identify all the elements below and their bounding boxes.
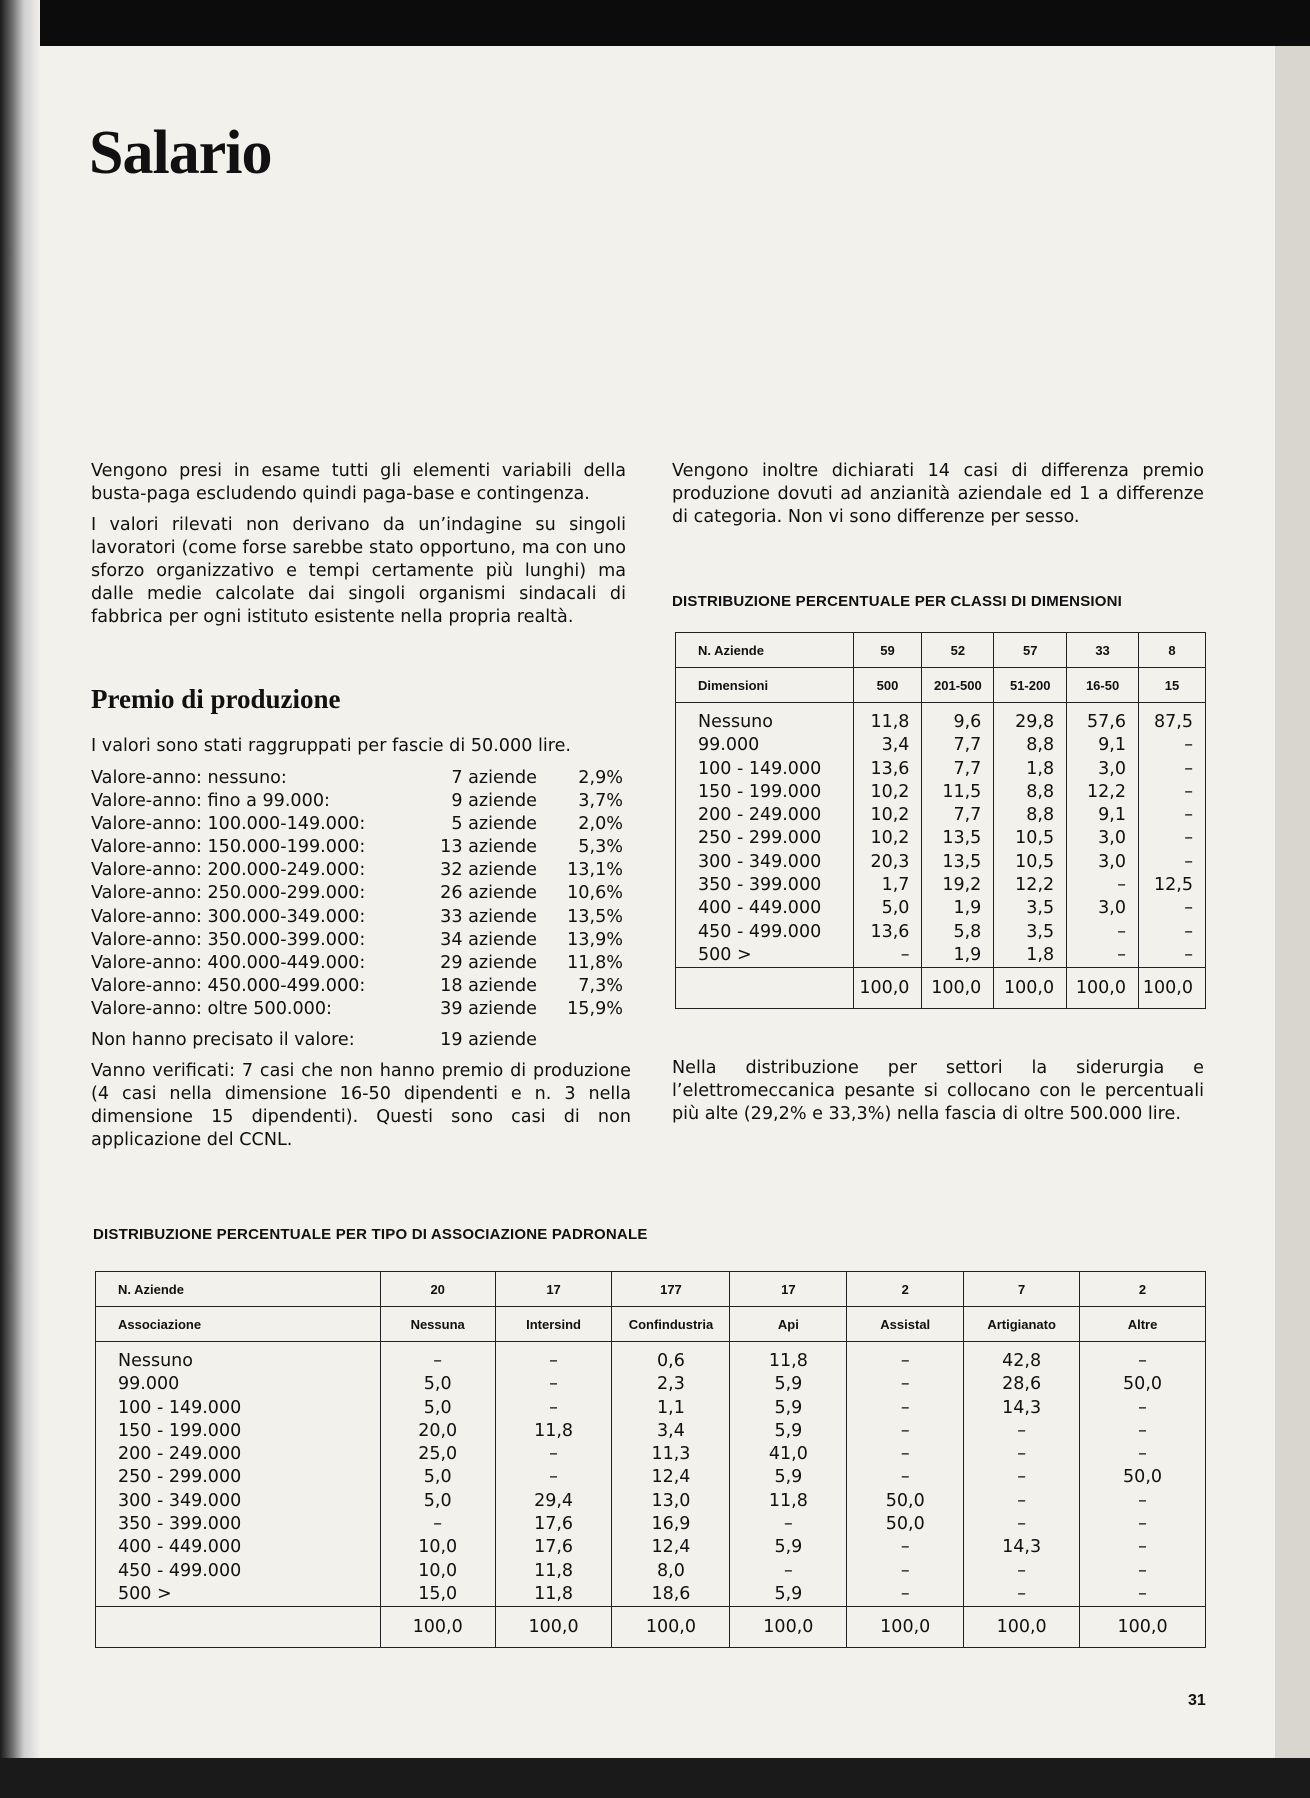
- percentage-value: 7,7: [953, 805, 982, 826]
- percentage-value: 1,8: [1026, 758, 1055, 779]
- percentage-value: 15,0: [418, 1583, 458, 1604]
- class-label: 200 - 249.000: [698, 805, 822, 826]
- dim-data-column: [922, 703, 994, 968]
- premio-value-row: [91, 859, 631, 882]
- aziende-count: 7 aziende: [451, 768, 537, 788]
- total-value: 100,0: [1080, 1607, 1206, 1648]
- percentage-value: –: [1138, 1420, 1147, 1441]
- percentage-value: 50,0: [885, 1490, 925, 1511]
- class-label-column: [676, 703, 854, 968]
- percentage-value: 9,6: [953, 712, 982, 732]
- header-label: Dimensioni: [676, 668, 854, 703]
- premio-value-list: [91, 767, 631, 1021]
- assoc-header-cell: Confindustria: [612, 1307, 730, 1342]
- table-header-row: [676, 668, 1206, 703]
- percentage-value: 20,3: [870, 851, 910, 872]
- dim-header-cell: 33: [1067, 633, 1139, 668]
- percentage-value: 50,0: [1123, 1374, 1163, 1395]
- premio-not-specified: [91, 1029, 631, 1052]
- value-range-label: Valore-anno: 250.000-299.000:: [91, 883, 366, 904]
- percentage-value: –: [1138, 1351, 1147, 1371]
- value-range-label: Valore-anno: nessuno:: [91, 768, 287, 788]
- intro-paragraph: Vengono presi in esame tutti gli elementi variabili della busta-paga escludendo quindi paga-base e contingenza.: [91, 461, 626, 504]
- right-note: Nella distribuzione per settori la siderurgia e l’elettromeccanica pesante si collocano con le percentuali più alte (29,2% e 33,3%) nella fascia di oltre 500.000 lire.: [672, 1058, 1204, 1124]
- percentage-value: 14,3: [1002, 1397, 1042, 1418]
- percentage-value: 3,4: [881, 735, 910, 756]
- percentage-value: –: [900, 1467, 910, 1488]
- percentage-value: 8,8: [1026, 805, 1055, 826]
- total-value: 100,0: [853, 968, 922, 1009]
- dim-header-cell: 15: [1139, 668, 1206, 703]
- percentage: 10,6%: [567, 883, 623, 904]
- aziende-count: 5 aziende: [451, 814, 537, 835]
- percentage-value: 11,8: [534, 1560, 574, 1581]
- class-label: 200 - 249.000: [118, 1444, 242, 1465]
- percentage-value: –: [1017, 1514, 1026, 1535]
- assoc-header-cell: 2: [847, 1272, 964, 1307]
- class-label: 99.000: [698, 735, 760, 756]
- class-label: 300 - 349.000: [698, 851, 822, 872]
- percentage-value: 9,1: [1098, 805, 1126, 826]
- aziende-count: 13 aziende: [440, 837, 537, 858]
- percentage-value: 5,9: [774, 1420, 803, 1441]
- total-label-cell: [96, 1607, 381, 1648]
- header-label: Associazione: [96, 1307, 381, 1342]
- value-range-label: Valore-anno: 350.000-399.000:: [91, 929, 366, 950]
- total-value: 100,0: [1067, 968, 1139, 1009]
- percentage-value: 10,0: [418, 1537, 458, 1558]
- percentage-value: 87,5: [1154, 712, 1193, 732]
- assoc-header-cell: 17: [495, 1272, 612, 1307]
- not-specified-label: Non hanno precisato il valore:: [91, 1030, 355, 1051]
- percentage-value: –: [549, 1444, 558, 1465]
- percentage-value: 8,0: [657, 1560, 685, 1581]
- percentage: 5,3%: [578, 837, 623, 858]
- table-header-row: [96, 1307, 1206, 1342]
- percentage-value: –: [433, 1514, 443, 1535]
- percentage-value: 13,0: [651, 1490, 691, 1511]
- class-label: 100 - 149.000: [698, 758, 822, 779]
- premio-value-row: [91, 906, 631, 929]
- percentage-value: –: [1184, 735, 1193, 756]
- percentage-value: 5,0: [423, 1467, 452, 1488]
- percentage-value: 17,6: [534, 1514, 574, 1535]
- percentage-value: 12,2: [1015, 875, 1055, 896]
- percentage-value: 13,5: [942, 828, 982, 849]
- assoc-data-column: [380, 1342, 495, 1607]
- total-label-cell: [676, 968, 854, 1009]
- percentage-value: 5,9: [774, 1397, 803, 1418]
- percentage-value: 3,5: [1026, 921, 1055, 942]
- page-title: Salario: [89, 119, 272, 187]
- percentage-value: –: [549, 1397, 558, 1418]
- percentage-value: –: [900, 1560, 910, 1581]
- percentage-value: 14,3: [1002, 1537, 1042, 1558]
- total-value: 100,0: [847, 1607, 964, 1648]
- percentage-value: 10,2: [870, 781, 910, 802]
- assoc-header-cell: 177: [612, 1272, 730, 1307]
- class-label: 500 >: [118, 1583, 172, 1604]
- premio-section: [91, 735, 631, 1152]
- percentage-value: 5,9: [774, 1467, 803, 1488]
- class-label: 300 - 349.000: [118, 1490, 242, 1511]
- percentage-value: –: [1017, 1583, 1026, 1604]
- percentage-value: 7,7: [953, 735, 982, 756]
- dim-data-column: [853, 703, 922, 968]
- percentage-value: 8,8: [1026, 781, 1055, 802]
- aziende-count: 9 aziende: [451, 791, 537, 812]
- assoc-data-column: [847, 1342, 964, 1607]
- percentage-value: 1,8: [1026, 944, 1055, 965]
- total-value: 100,0: [922, 968, 994, 1009]
- percentage-value: –: [900, 1537, 910, 1558]
- percentage-value: –: [1117, 875, 1126, 896]
- assoc-data-column: [612, 1342, 730, 1607]
- percentage-value: 5,9: [774, 1537, 803, 1558]
- value-range-label: Valore-anno: 150.000-199.000:: [91, 837, 366, 858]
- scan-bottom-border: [0, 1758, 1310, 1798]
- premio-value-row: [91, 998, 631, 1021]
- percentage-value: 41,0: [768, 1444, 808, 1465]
- percentage-value: –: [1184, 805, 1193, 826]
- value-range-label: Valore-anno: 400.000-449.000:: [91, 952, 366, 973]
- percentage-value: 16,9: [651, 1514, 691, 1535]
- premio-value-row: [91, 790, 631, 813]
- percentage-value: 13,5: [942, 851, 982, 872]
- value-range-label: Valore-anno: 300.000-349.000:: [91, 906, 366, 927]
- table-total-row: [96, 1607, 1206, 1648]
- table-associazione-heading: DISTRIBUZIONE PERCENTUALE PER TIPO DI ASSOCIAZIONE PADRONALE: [93, 1226, 648, 1243]
- percentage-value: –: [900, 1444, 910, 1465]
- premio-note: Vanno verificati: 7 casi che non hanno premio di produzione (4 casi nella dimensione 16-50 dipendenti e n. 3 nella dimensione 15 dipendenti). Questi sono casi di non applicazione del CCNL.: [91, 1061, 631, 1151]
- percentage-value: 13,6: [870, 758, 910, 779]
- percentage-value: 11,8: [534, 1420, 574, 1441]
- premio-heading: Premio di produzione: [91, 684, 341, 714]
- aziende-count: 34 aziende: [440, 929, 537, 950]
- header-label: N. Aziende: [96, 1272, 381, 1307]
- percentage-value: 11,3: [651, 1444, 691, 1465]
- class-label: Nessuno: [698, 712, 773, 732]
- percentage-value: –: [1017, 1560, 1026, 1581]
- percentage-value: 28,6: [1002, 1374, 1042, 1395]
- value-range-label: Valore-anno: 450.000-499.000:: [91, 975, 366, 996]
- percentage-value: 29,8: [1015, 712, 1055, 732]
- scan-binding-edge: [0, 0, 40, 1798]
- aziende-count: 32 aziende: [440, 860, 537, 881]
- percentage-value: 5,8: [953, 921, 982, 942]
- percentage-value: 11,8: [768, 1351, 808, 1371]
- percentage-value: 25,0: [418, 1444, 458, 1465]
- percentage: 13,5%: [567, 906, 623, 927]
- percentage-value: –: [900, 1374, 910, 1395]
- total-value: 100,0: [730, 1607, 847, 1648]
- dim-header-cell: 52: [922, 633, 994, 668]
- not-specified-aziende: 19 aziende: [440, 1030, 537, 1051]
- assoc-data-column: [964, 1342, 1080, 1607]
- percentage-value: –: [1184, 944, 1193, 965]
- intro-text: [91, 460, 626, 629]
- percentage-value: 17,6: [534, 1537, 574, 1558]
- percentage-value: 10,5: [1015, 851, 1055, 872]
- percentage-value: –: [1184, 828, 1193, 849]
- percentage-value: –: [1138, 1397, 1147, 1418]
- aziende-count: 26 aziende: [440, 883, 537, 904]
- class-label-column: [96, 1342, 381, 1607]
- percentage: 13,1%: [567, 860, 623, 881]
- table-body-row: [96, 1342, 1206, 1607]
- percentage-value: –: [900, 1420, 910, 1441]
- percentage-value: 0,6: [657, 1351, 685, 1371]
- dim-data-column: [1139, 703, 1206, 968]
- percentage-value: 1,9: [953, 898, 982, 919]
- right-note-block: [672, 1057, 1204, 1126]
- percentage-value: 5,9: [774, 1374, 803, 1395]
- percentage-value: 11,8: [534, 1583, 574, 1604]
- total-value: 100,0: [1139, 968, 1206, 1009]
- value-range-label: Valore-anno: fino a 99.000:: [91, 791, 330, 812]
- total-value: 100,0: [380, 1607, 495, 1648]
- percentage-value: 3,0: [1098, 828, 1126, 849]
- aziende-count: 39 aziende: [440, 998, 537, 1019]
- assoc-header-cell: 17: [730, 1272, 847, 1307]
- right-paragraph: Vengono inoltre dichiarati 14 casi di differenza premio produzione dovuti ad anzianità aziendale ed 1 a differenze di categoria. Non vi sono differenze per sesso.: [672, 461, 1204, 527]
- percentage-value: 10,2: [870, 828, 910, 849]
- percentage-value: 3,0: [1098, 758, 1126, 779]
- premio-value-row: [91, 813, 631, 836]
- dim-header-cell: 500: [853, 668, 922, 703]
- dim-header-cell: 8: [1139, 633, 1206, 668]
- percentage: 2,0%: [578, 814, 623, 835]
- table-body-row: [676, 703, 1206, 968]
- class-label: 150 - 199.000: [698, 781, 822, 802]
- percentage-value: 11,5: [942, 781, 982, 802]
- percentage-value: –: [1117, 944, 1126, 965]
- percentage: 13,9%: [567, 929, 623, 950]
- percentage-value: –: [1184, 781, 1193, 802]
- class-label: 250 - 299.000: [118, 1467, 242, 1488]
- assoc-header-cell: 7: [964, 1272, 1080, 1307]
- percentage-value: 11,8: [768, 1490, 808, 1511]
- aziende-count: 29 aziende: [440, 952, 537, 973]
- percentage: 3,7%: [578, 791, 623, 812]
- percentage-value: 1,9: [953, 944, 982, 965]
- dim-header-cell: 57: [994, 633, 1067, 668]
- assoc-header-cell: 20: [380, 1272, 495, 1307]
- header-label: N. Aziende: [676, 633, 854, 668]
- percentage-value: –: [900, 1397, 910, 1418]
- total-value: 100,0: [612, 1607, 730, 1648]
- premio-intro: I valori sono stati raggruppati per fascie di 50.000 lire.: [91, 736, 572, 756]
- percentage-value: –: [900, 944, 910, 965]
- percentage-value: –: [900, 1351, 910, 1371]
- dim-header-cell: 201-500: [922, 668, 994, 703]
- assoc-data-column: [1080, 1342, 1206, 1607]
- assoc-header-cell: Intersind: [495, 1307, 612, 1342]
- table-associazione-grid: [95, 1271, 1206, 1648]
- class-label: 350 - 399.000: [698, 875, 822, 896]
- percentage: 7,3%: [578, 975, 623, 996]
- percentage-value: –: [549, 1351, 558, 1371]
- percentage-value: 5,0: [881, 898, 910, 919]
- scan-top-border: [0, 0, 1310, 46]
- percentage-value: 9,1: [1098, 735, 1126, 756]
- percentage-value: –: [1017, 1490, 1026, 1511]
- class-label: 400 - 449.000: [118, 1537, 242, 1558]
- premio-value-row: [91, 975, 631, 998]
- percentage-value: 5,0: [423, 1397, 452, 1418]
- page-number: 31: [1188, 1692, 1206, 1709]
- table-dimensioni-grid: [675, 632, 1206, 1009]
- percentage-value: 5,0: [423, 1490, 452, 1511]
- percentage-value: 7,7: [953, 758, 982, 779]
- percentage-value: 10,0: [418, 1560, 458, 1581]
- percentage-value: –: [1184, 851, 1193, 872]
- percentage-value: 3,0: [1098, 898, 1126, 919]
- assoc-data-column: [495, 1342, 612, 1607]
- class-label: 100 - 149.000: [118, 1397, 242, 1418]
- percentage-value: 8,8: [1026, 735, 1055, 756]
- premio-value-row: [91, 836, 631, 859]
- class-label: 250 - 299.000: [698, 828, 822, 849]
- percentage-value: –: [1138, 1537, 1147, 1558]
- percentage-value: 5,0: [423, 1374, 452, 1395]
- percentage-value: –: [1138, 1583, 1147, 1604]
- premio-value-row: [91, 929, 631, 952]
- dim-data-column: [1067, 703, 1139, 968]
- assoc-header-cell: Assistal: [847, 1307, 964, 1342]
- dim-data-column: [994, 703, 1067, 968]
- aziende-count: 33 aziende: [440, 906, 537, 927]
- class-label: Nessuno: [118, 1351, 193, 1371]
- percentage-value: 12,2: [1087, 781, 1126, 802]
- assoc-header-cell: Api: [730, 1307, 847, 1342]
- table-associazione: [95, 1271, 1206, 1648]
- dim-header-cell: 59: [853, 633, 922, 668]
- percentage-value: –: [1017, 1467, 1026, 1488]
- percentage-value: 12,4: [651, 1537, 691, 1558]
- class-label: 450 - 499.000: [118, 1560, 242, 1581]
- percentage-value: 29,4: [534, 1490, 574, 1511]
- total-value: 100,0: [964, 1607, 1080, 1648]
- premio-value-row: [91, 952, 631, 975]
- percentage-value: –: [1184, 758, 1193, 779]
- percentage: 11,8%: [567, 952, 623, 973]
- total-value: 100,0: [994, 968, 1067, 1009]
- percentage-value: 10,5: [1015, 828, 1055, 849]
- class-label: 150 - 199.000: [118, 1420, 242, 1441]
- table-dimensioni: [675, 632, 1206, 1009]
- percentage-value: 1,1: [657, 1397, 685, 1418]
- table-header-row: [96, 1272, 1206, 1307]
- percentage-value: –: [433, 1351, 443, 1371]
- table-total-row: [676, 968, 1206, 1009]
- class-label: 450 - 499.000: [698, 921, 822, 942]
- percentage-value: 13,6: [870, 921, 910, 942]
- table-dimensioni-heading: DISTRIBUZIONE PERCENTUALE PER CLASSI DI DIMENSIONI: [672, 593, 1123, 610]
- percentage-value: 42,8: [1002, 1351, 1042, 1371]
- percentage-value: –: [549, 1374, 558, 1395]
- percentage-value: 19,2: [942, 875, 982, 896]
- percentage-value: 11,8: [870, 712, 910, 732]
- percentage-value: –: [1138, 1560, 1147, 1581]
- percentage-value: 18,6: [651, 1583, 691, 1604]
- percentage-value: 3,0: [1098, 851, 1126, 872]
- table-header-row: [676, 633, 1206, 668]
- percentage-value: 20,0: [418, 1420, 458, 1441]
- class-label: 400 - 449.000: [698, 898, 822, 919]
- intro-paragraph: I valori rilevati non derivano da un’indagine su singoli lavoratori (come forse sarebbe stato opportuno, ma con uno sforzo organizzativo e tempi certamente più lunghi) ma dalle medie calcolate dai singoli organismi sindacali di fabbrica per ogni istituto esistente nella propria realtà.: [91, 515, 626, 627]
- premio-value-row: [91, 882, 631, 905]
- class-label: 350 - 399.000: [118, 1514, 242, 1535]
- percentage-value: 5,9: [774, 1583, 803, 1604]
- right-intro: [672, 460, 1204, 529]
- percentage-value: –: [783, 1514, 793, 1535]
- class-label: 99.000: [118, 1374, 180, 1395]
- percentage-value: –: [900, 1583, 910, 1604]
- value-range-label: Valore-anno: oltre 500.000:: [91, 998, 332, 1019]
- percentage-value: –: [549, 1467, 558, 1488]
- percentage-value: –: [1138, 1514, 1147, 1535]
- percentage-value: 3,5: [1026, 898, 1055, 919]
- percentage-value: –: [1184, 921, 1193, 942]
- percentage: 2,9%: [578, 768, 623, 788]
- dim-header-cell: 16-50: [1067, 668, 1139, 703]
- value-range-label: Valore-anno: 200.000-249.000:: [91, 860, 366, 881]
- value-range-label: Valore-anno: 100.000-149.000:: [91, 814, 366, 835]
- assoc-header-cell: 2: [1080, 1272, 1206, 1307]
- percentage-value: –: [783, 1560, 793, 1581]
- percentage-value: 50,0: [885, 1514, 925, 1535]
- percentage-value: 12,4: [651, 1467, 691, 1488]
- percentage-value: –: [1017, 1420, 1026, 1441]
- total-value: 100,0: [495, 1607, 612, 1648]
- class-label: 500 >: [698, 944, 752, 965]
- assoc-header-cell: Artigianato: [964, 1307, 1080, 1342]
- percentage-value: 3,4: [657, 1420, 685, 1441]
- dim-header-cell: 51-200: [994, 668, 1067, 703]
- percentage-value: 12,5: [1154, 875, 1193, 896]
- percentage: 15,9%: [567, 998, 623, 1019]
- percentage-value: –: [1138, 1444, 1147, 1465]
- percentage-value: 57,6: [1087, 712, 1126, 732]
- assoc-header-cell: Altre: [1080, 1307, 1206, 1342]
- percentage-value: –: [1138, 1490, 1147, 1511]
- percentage-value: 1,7: [881, 875, 910, 896]
- assoc-header-cell: Nessuna: [380, 1307, 495, 1342]
- percentage-value: –: [1117, 921, 1126, 942]
- percentage-value: 2,3: [657, 1374, 685, 1395]
- percentage-value: 50,0: [1123, 1467, 1163, 1488]
- percentage-value: –: [1017, 1444, 1026, 1465]
- aziende-count: 18 aziende: [440, 975, 537, 996]
- percentage-value: 10,2: [870, 805, 910, 826]
- premio-value-row: [91, 767, 631, 790]
- percentage-value: –: [1184, 898, 1193, 919]
- assoc-data-column: [730, 1342, 847, 1607]
